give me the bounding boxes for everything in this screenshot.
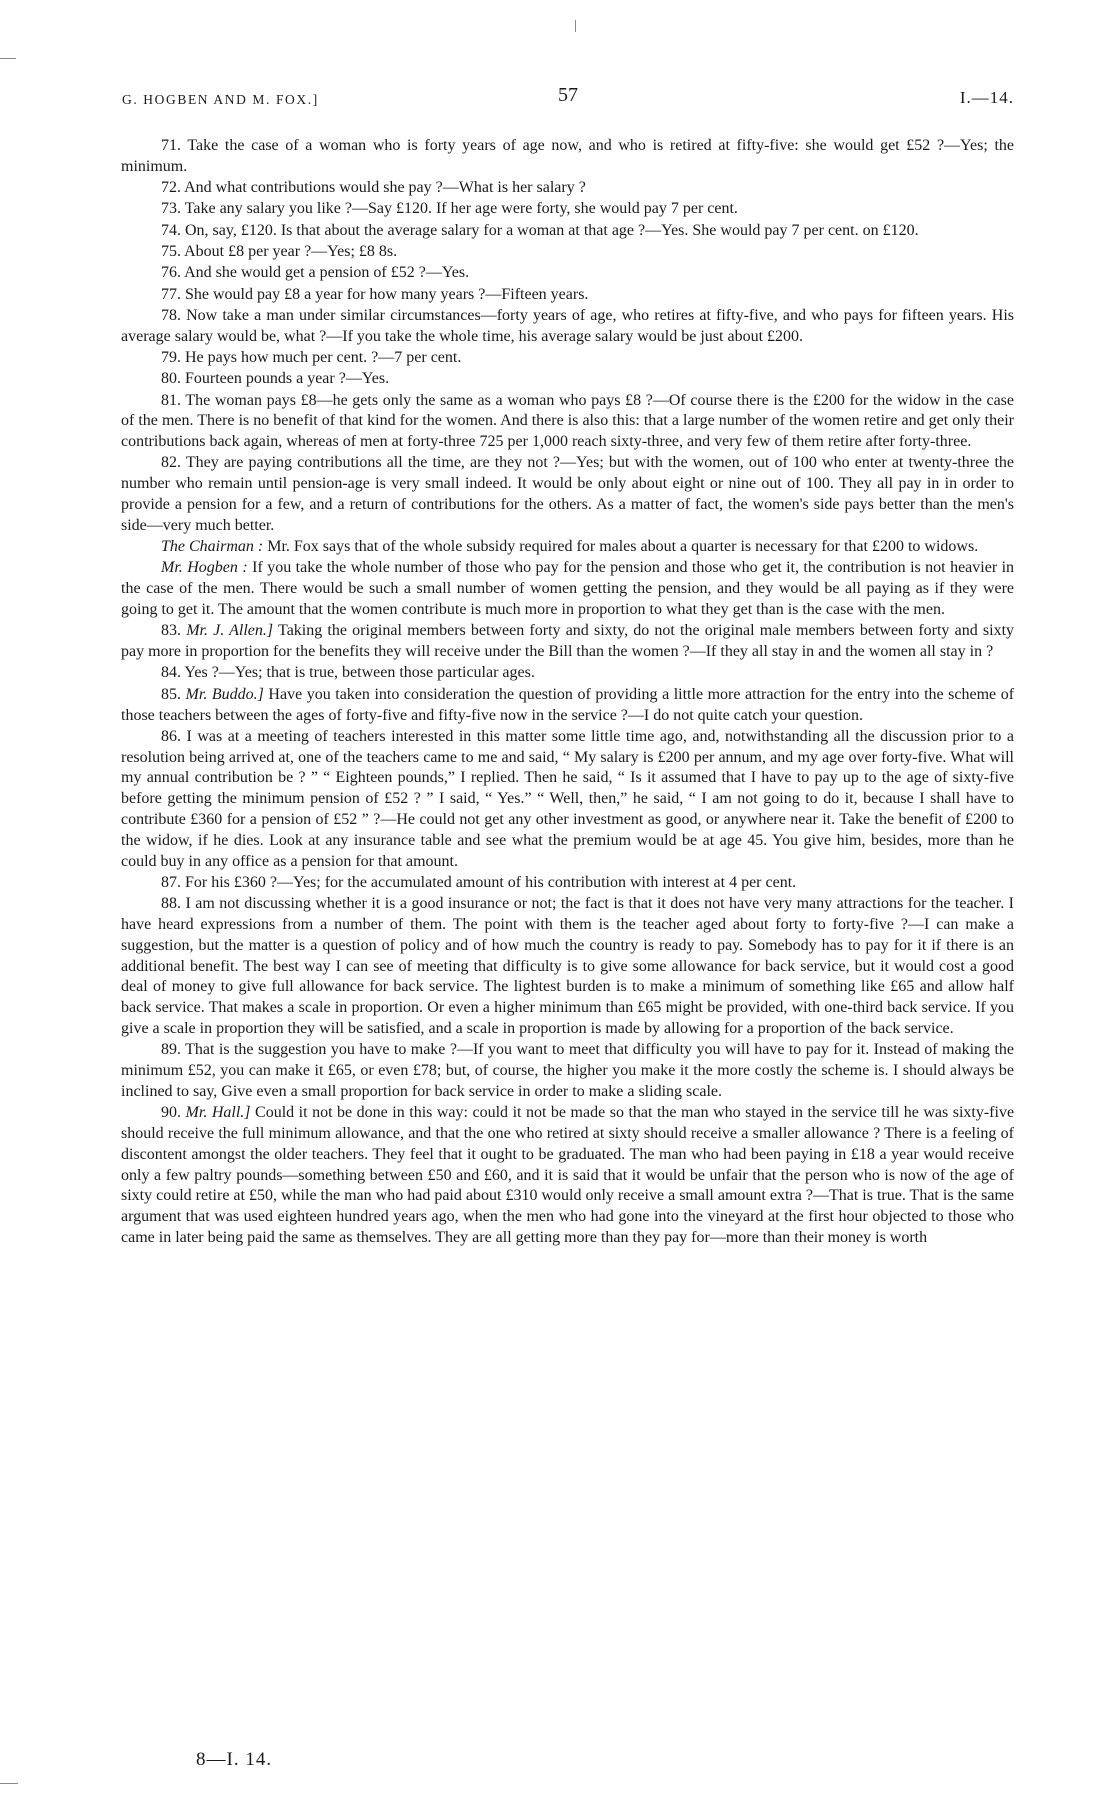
paragraph-text: 75. About £8 per year ?—Yes; £8 8s. (161, 242, 398, 260)
paragraph (121, 242, 1014, 263)
speaker-name: Mr. J. Allen.] (186, 622, 274, 640)
paragraph (121, 558, 1014, 620)
paragraph (121, 199, 1014, 220)
scan-mark-left (0, 58, 16, 59)
paragraph-text: 77. She would pay £8 a year for how many years ?—Fifteen years. (161, 285, 589, 303)
paragraph-text: 71. Take the case of a woman who is forty years of age now, and who is retired at fifty-five: she would get £52 ?—Yes; the minimum. (121, 137, 1014, 175)
paragraph (121, 685, 1014, 727)
document-reference: I.—14. (959, 88, 1014, 107)
paragraph (121, 621, 1014, 663)
paragraph-text: 86. I was at a meeting of teachers interested in this matter some little time ago, and, notwithstanding all the discussion prior to a resolution being arrived at, one of the teachers came to me and said, “ My salary is £200 per annum, and my age over forty-five. What will my annual contribution be ? ” “ Eighteen pounds,” I replied. Then he said, “ Is it assumed that I have to pay up to the age of sixty-five before getting the minimum pension of £52 ? ” I said, “ Yes.” “ Well, then,” he said, “ I am not going to do it, because I shall have to contribute £360 for a pension of £52 ” ?—He could not get any other investment as good, or anywhere near it. Take the benefit of £200 to the widow, if he dies. Look at any insurance table and see what the premium would be at age 45. You give him, besides, more than he could buy in any office as a pension for that amount. (121, 727, 1014, 870)
scan-mark-top (575, 20, 576, 32)
paragraph-text: 78. Now take a man under similar circumstances—forty years of age, who retires at fifty-five, and who pays for fifteen years. His average salary would be, what ?—If you take the whole time, his average salary would be just about £200. (121, 306, 1014, 345)
paragraph-text: Could it not be done in this way: could it not be made so that the man who stayed in the service till he was sixty-five should receive the full minimum allowance, and that the one who retired at sixty should receive a smaller allowance ? There is a feeling of discontent amongst the older teachers. They feel that it ought to be graduated. The man who had been paying in £18 a year would receive only a few paltry pounds—something between £50 and £60, and it is said that it would be unfair that the person who is now of the age of sixty could retire at £50, while the man who had paid about £310 would only receive a small amount extra ?—That is true. That is the same argument that was used eighteen hundred years ago, when the men who had gone into the vineyard at the first hour objected to those who came in later being paid the same as themselves. They are all getting more than they pay for—more than their money is worth (121, 1104, 1015, 1246)
paragraph-text: 79. He pays how much per cent. ?—7 per cent. (161, 348, 462, 366)
paragraph-text: 84. Yes ?—Yes; that is true, between those particular ages. (161, 664, 535, 682)
paragraph-text: 76. And she would get a pension of £52 ?—Yes. (161, 264, 470, 282)
paragraph-text: Have you taken into consideration the question of providing a little more attraction for the entry into the scheme of those teachers between the ages of forty-five and fifty-five now in the service ?—I do not quite catch your question. (121, 685, 1015, 724)
paragraph (121, 537, 1014, 558)
speaker-name: Mr. Hall.] (185, 1104, 251, 1122)
paragraph-text: 72. And what contributions would she pay ?—What is her salary ? (161, 179, 586, 197)
speaker-name: Mr. Hogben : (161, 559, 248, 577)
paragraph (121, 348, 1014, 369)
paragraph-text: 87. For his £360 ?—Yes; for the accumulated amount of his contribution with interest at 4 per cent. (161, 873, 797, 891)
scan-mark-bottom (0, 1783, 18, 1784)
paragraph-text: Taking the original members between forty and sixty, do not the original male members between forty and sixty pay more in proportion for the benefits they will receive under the Bill than the women ?—If they all stay in and the women all stay in ? (121, 622, 1015, 661)
paragraph (121, 727, 1014, 873)
paragraph-text: Mr. Fox says that of the whole subsidy required for males about a quarter is necessary for that £200 to widows. (267, 538, 979, 556)
paragraph-text: 88. I am not discussing whether it is a good insurance or not; the fact is that it does not have very many attractions for the teacher. I have heard expressions from a number of them. The point with them is the teacher aged about forty to forty-five ?—I can make a suggestion, but the matter is a question of policy and of how much the country is ready to pay. Somebody has to pay for it if there is an additional benefit. The best way I can see of meeting that difficulty is to give some allowance for back service, but it would cost a good deal of money to give full allowance for back service. The lightest burden is to make a minimum of something like £65 and allow half back service. That makes a scale in proportion. Or even a higher minimum than £65 might be provided, with one-third back service. If you give a scale in proportion they will be satisfied, and a scale in proportion is made by allowing for a proportion of the back service. (121, 895, 1014, 1037)
paragraph (121, 391, 1014, 453)
paragraph (121, 1103, 1014, 1249)
footer-signature-mark: 8—I. 14. (196, 1749, 273, 1770)
paragraph (121, 873, 1014, 894)
paragraph (121, 453, 1014, 536)
question-number: 83. (161, 622, 181, 640)
paragraph (121, 136, 1014, 178)
paragraph (121, 306, 1014, 348)
page-header (122, 84, 1014, 114)
speaker-name: Mr. Buddo.] (185, 685, 264, 703)
paragraph-text: 80. Fourteen pounds a year ?—Yes. (161, 370, 390, 388)
speaker-name: The Chairman : (161, 538, 264, 556)
paragraph-text: 81. The woman pays £8—he gets only the same as a woman who pays £8 ?—Of course there is the £200 for the widow in the case of the men. There is no benefit of that kind for the women. And there is also this: that a large number of the women retire and get only their contributions back again, whereas of men at forty-three 725 per 1,000 reach sixty-three, and very few of them retire after forty-three. (121, 391, 1014, 451)
page-number: 57 (558, 84, 578, 106)
paragraph-text: If you take the whole number of those who pay for the pension and those who get it, the contribution is not heavier in the case of the men. There would be such a small number of women getting the pension, and they would be all paying as if they were going to get it. The amount that the women contribute is much more in proportion to what they get than is the case with the men. (121, 559, 1015, 619)
question-number: 85. (161, 685, 181, 703)
header-witnesses: G. HOGBEN AND M. FOX.] (122, 92, 319, 107)
paragraph-text: 73. Take any salary you like ?—Say £120. If her age were forty, she would pay 7 per cent. (161, 200, 738, 218)
paragraph (121, 894, 1014, 1040)
paragraph-text: 74. On, say, £120. Is that about the average salary for a woman at that age ?—Yes. She would pay 7 per cent. on £120. (161, 221, 919, 239)
paragraph (121, 221, 1014, 242)
paragraph-text: 82. They are paying contributions all the time, are they not ?—Yes; but with the women, out of 100 who enter at twenty-three the number who remain until pension-age is very small indeed. It would be only about eight or nine out of 100. They all pay in in order to provide a pension for a few, and a return of contributions for the others. As a matter of fact, the women's side pays better than the men's side—very much better. (121, 454, 1014, 534)
paragraph (121, 663, 1014, 684)
paragraph (121, 1040, 1014, 1102)
document-body (121, 136, 1014, 1249)
paragraph (121, 285, 1014, 306)
paragraph (121, 369, 1014, 390)
paragraph (121, 263, 1014, 284)
paragraph-text: 89. That is the suggestion you have to make ?—If you want to meet that difficulty you will have to pay for it. Instead of making the minimum £52, you can make it £65, or even £78; but, of course, the higher you make it the more costly the scheme is. I should always be inclined to say, Give even a small proportion for back service in order to make a sliding scale. (121, 1041, 1014, 1100)
question-number: 90. (161, 1104, 181, 1122)
paragraph (121, 178, 1014, 199)
